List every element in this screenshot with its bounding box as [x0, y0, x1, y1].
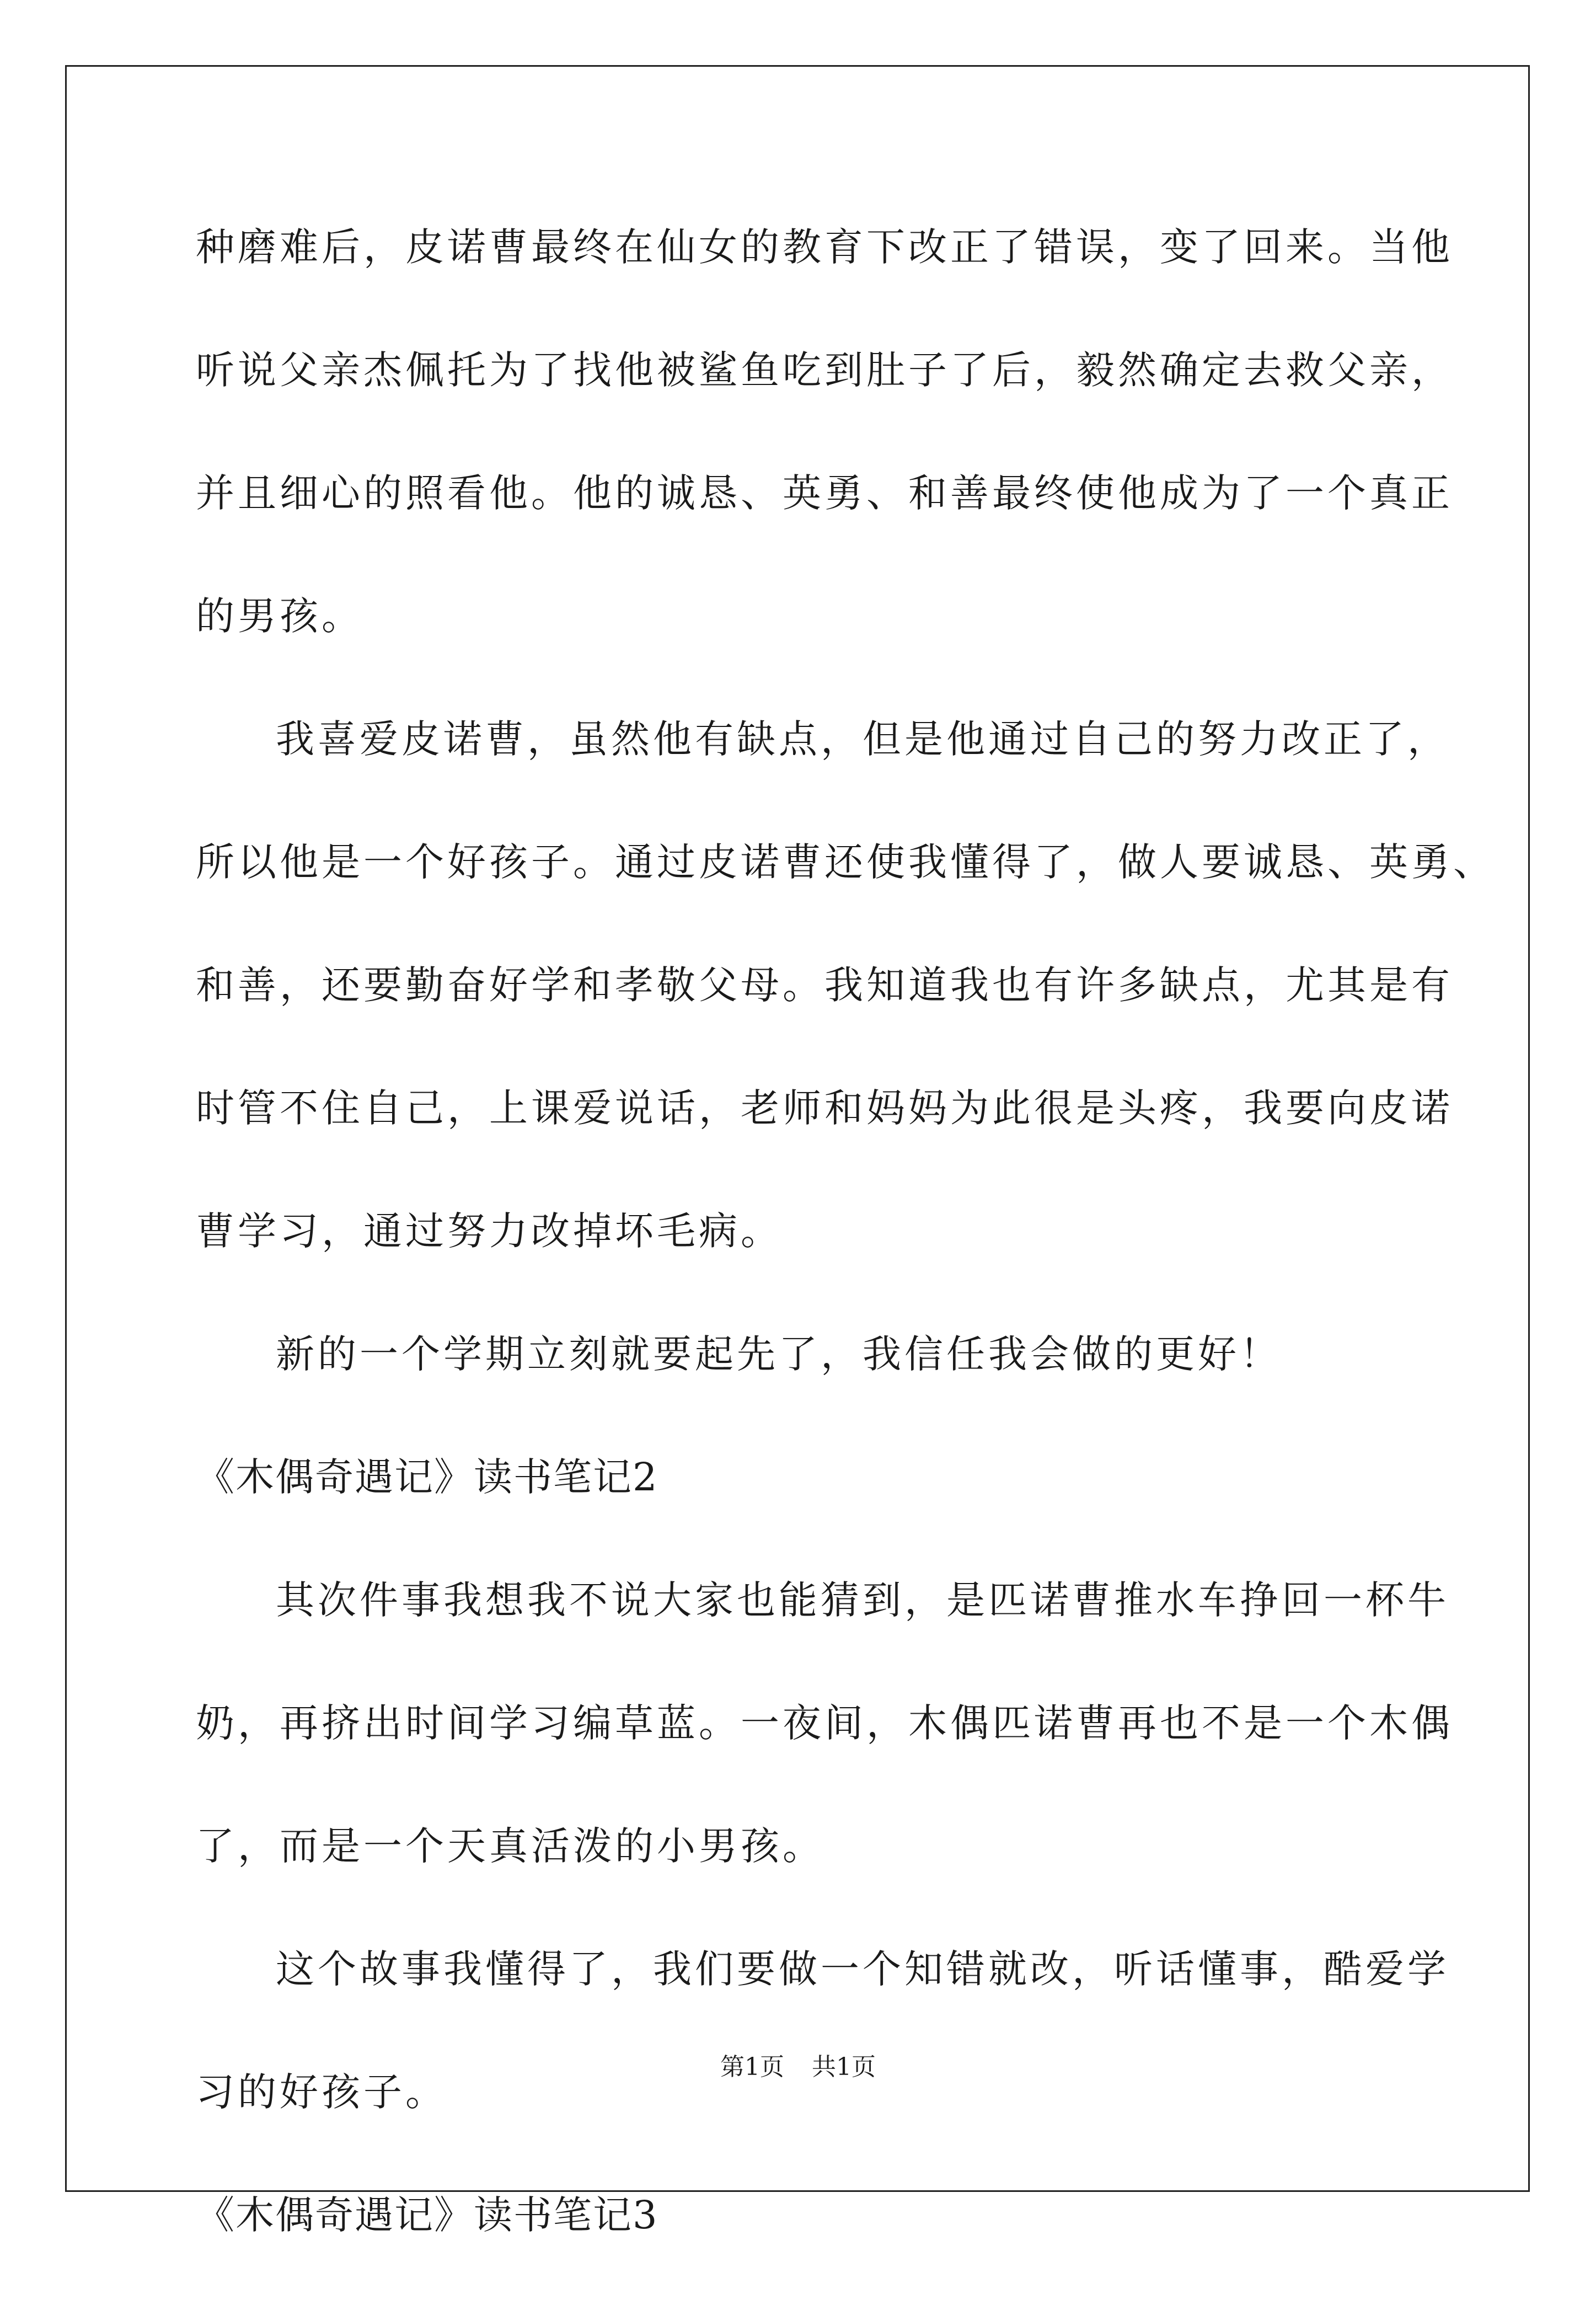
- paragraph-line: 并且细心的照看他。他的诚恳、英勇、和善最终使他成为了一个真正: [196, 470, 1453, 516]
- paragraph-line: 了，而是一个天真活泼的小男孩。: [196, 1823, 824, 1869]
- paragraph-line: 和善，还要勤奋好学和孝敬父母。我知道我也有许多缺点，尤其是有: [196, 962, 1453, 1008]
- paragraph-line: 我喜爱皮诺曹，虽然他有缺点，但是他通过自己的努力改正了，: [276, 716, 1449, 762]
- document-body: [196, 214, 1495, 2305]
- page-number-total: 共1页: [812, 2053, 876, 2081]
- section-heading: 《木偶奇遇记》读书笔记3: [196, 2192, 658, 2238]
- paragraph-line: 奶，再挤出时间学习编草蓝。一夜间，木偶匹诺曹再也不是一个木偶: [196, 1700, 1453, 1746]
- section-heading: 《木偶奇遇记》读书笔记2: [196, 1454, 658, 1500]
- page-number-current: 第1页: [720, 2053, 784, 2081]
- paragraph-line: 时管不住自己，上课爱说话，老师和妈妈为此很是头疼，我要向皮诺: [196, 1085, 1453, 1131]
- paragraph-line: 种磨难后，皮诺曹最终在仙女的教育下改正了错误，变了回来。当他: [196, 224, 1453, 270]
- paragraph-line: 曹学习，通过努力改掉坏毛病。: [196, 1208, 783, 1254]
- paragraph-line: 的男孩。: [196, 593, 363, 639]
- paragraph-line: 习的好孩子。: [196, 2069, 447, 2115]
- paragraph-line: 新的一个学期立刻就要起先了，我信任我会做的更好！: [276, 1331, 1282, 1377]
- paragraph-line: 所以他是一个好孩子。通过皮诺曹还使我懂得了，做人要诚恳、英勇、: [196, 839, 1495, 885]
- paragraph-line: 其次件事我想我不说大家也能猜到，是匹诺曹推水车挣回一杯牛: [276, 1577, 1449, 1623]
- paragraph-line: 这个故事我懂得了，我们要做一个知错就改，听话懂事，酷爱学: [276, 1946, 1449, 1992]
- paragraph-line: 听说父亲杰佩托为了找他被鲨鱼吃到肚子了后，毅然确定去救父亲，: [196, 347, 1453, 393]
- page-footer: [0, 2051, 1596, 2084]
